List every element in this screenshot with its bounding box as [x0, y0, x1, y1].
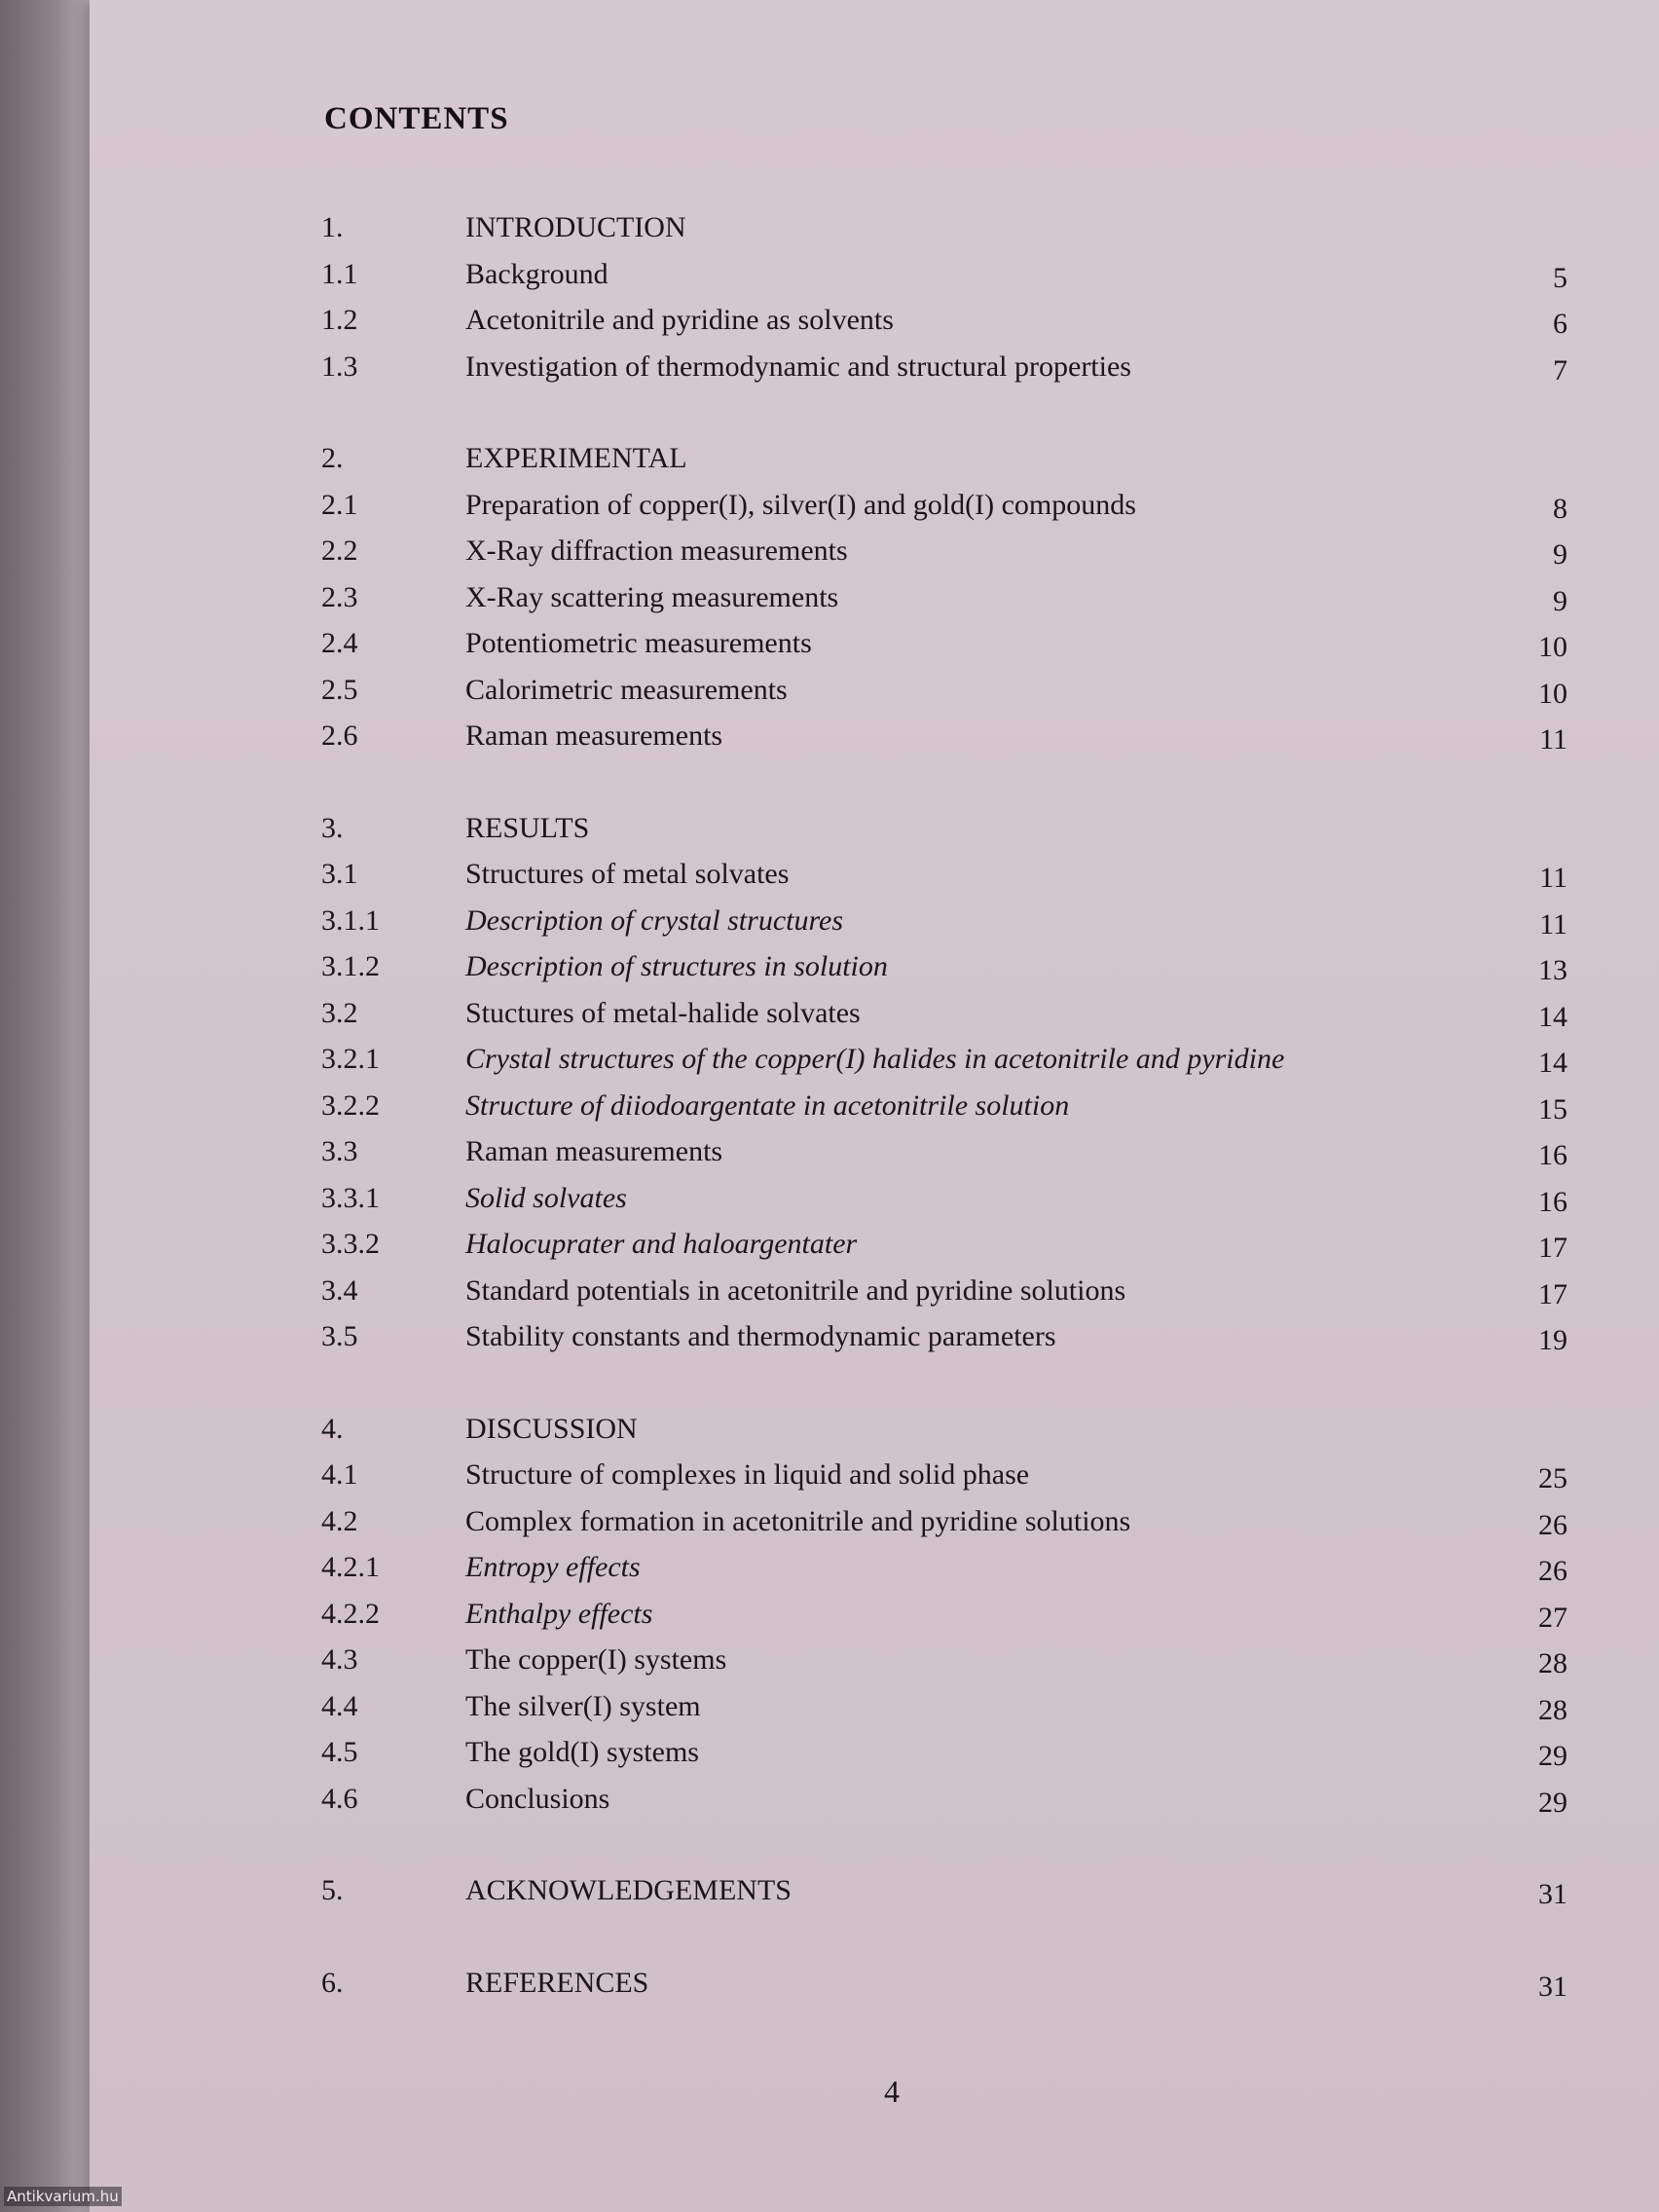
toc-entry — [321, 943, 1567, 990]
toc-entry-number: 3.2 — [321, 996, 358, 1029]
toc-entry-title: Enthalpy effects — [465, 1597, 653, 1630]
toc-entry — [321, 1498, 1567, 1545]
toc-entry-title: Raman measurements — [465, 1135, 723, 1167]
toc-entry-title: Structures of metal solvates — [465, 858, 790, 890]
toc-entry-page: 19 — [1538, 1324, 1567, 1356]
toc-entry — [321, 620, 1567, 667]
toc-entry-page: 15 — [1538, 1092, 1567, 1125]
toc-entry-title: X-Ray scattering measurements — [465, 580, 839, 613]
toc-section-heading — [321, 435, 1567, 482]
toc-section — [321, 1867, 1567, 1914]
section-gap — [321, 1360, 1567, 1406]
toc-entry — [321, 1683, 1567, 1730]
toc-entry-title: Investigation of thermodynamic and structural properties — [465, 350, 1131, 383]
toc-entry-number: 4.2.2 — [321, 1597, 380, 1630]
toc-entry-number: 1.1 — [321, 257, 358, 290]
toc-entry-number: 2.4 — [321, 627, 358, 659]
toc-entry — [321, 482, 1567, 529]
toc-entry-number: 3.2.1 — [321, 1043, 380, 1075]
toc-entry-page: 26 — [1538, 1508, 1567, 1541]
toc-entry — [321, 898, 1567, 944]
toc-entry-title: Description of structures in solution — [465, 950, 888, 982]
toc-entry-page: 26 — [1538, 1555, 1567, 1587]
toc-entry — [321, 990, 1567, 1037]
toc-entry-page: 11 — [1539, 907, 1567, 940]
toc-entry-title: Crystal structures of the copper(I) halides in acetonitrile and pyridine — [465, 1043, 1285, 1075]
toc-entry-number: 3.1.1 — [321, 903, 380, 937]
toc-entry-title: ACKNOWLEDGEMENTS — [465, 1874, 792, 1906]
toc-entry-number: 3.5 — [321, 1320, 358, 1352]
toc-section — [321, 1406, 1567, 1823]
toc-entry-number: 3.1 — [321, 858, 358, 890]
toc-entry-title: Complex formation in acetonitrile and pyridine solutions — [465, 1504, 1131, 1537]
toc-entry-number: 3.3.2 — [321, 1228, 380, 1260]
section-gap — [321, 389, 1567, 435]
toc-entry-page: 28 — [1538, 1647, 1567, 1679]
section-gap — [321, 1914, 1567, 1960]
toc-entry-page: 14 — [1538, 1000, 1567, 1033]
book-spine — [0, 0, 97, 2212]
toc-entry-number: 2.1 — [321, 488, 358, 521]
toc-entry-number: 4.2.1 — [321, 1551, 380, 1583]
toc-entry-number: 3.3.1 — [321, 1181, 380, 1214]
toc-entry-page: 9 — [1553, 538, 1567, 571]
toc-section-heading — [321, 204, 1567, 251]
toc-entry-number: 2.5 — [321, 673, 358, 706]
toc-entry-number: 2.6 — [321, 719, 358, 752]
toc-entry-number: 4.3 — [321, 1643, 358, 1676]
toc-entry-page: 29 — [1538, 1786, 1567, 1819]
toc-entry-number: 5. — [321, 1874, 344, 1906]
toc-entry-page: 17 — [1538, 1232, 1567, 1264]
toc-entry-number: 3.1.2 — [321, 950, 380, 982]
toc-entry — [321, 344, 1567, 390]
toc-entry-title: Entropy effects — [465, 1551, 641, 1583]
toc-entry-page: 31 — [1538, 1970, 1567, 2003]
toc-entry-title: Preparation of copper(I), silver(I) and gold(I) compounds — [465, 488, 1136, 521]
toc-entry — [321, 574, 1567, 621]
toc-section — [321, 805, 1567, 1360]
toc-entry — [321, 851, 1567, 898]
toc-entry-number: 6. — [321, 1966, 344, 1999]
toc-entry-page: 10 — [1538, 677, 1567, 710]
toc-entry — [321, 1175, 1567, 1222]
toc-entry-number: 1.3 — [321, 350, 358, 383]
toc-entry-title: The gold(I) systems — [465, 1736, 699, 1768]
toc-entry — [321, 1268, 1567, 1314]
table-of-contents — [321, 204, 1567, 2006]
toc-entry-page: 11 — [1539, 723, 1567, 756]
toc-entry-number: 3.4 — [321, 1273, 358, 1307]
toc-entry-title: INTRODUCTION — [465, 211, 686, 243]
toc-entry — [321, 1729, 1567, 1776]
toc-section-heading — [321, 1960, 1567, 2007]
toc-entry-page: 9 — [1553, 584, 1567, 617]
page-number: 4 — [884, 2074, 900, 2109]
watermark-logo: Antikvarium.hu — [4, 2187, 122, 2206]
toc-entry-page: 16 — [1538, 1185, 1567, 1218]
toc-entry-title: DISCUSSION — [465, 1412, 638, 1445]
toc-section-heading — [321, 805, 1567, 852]
toc-entry-page: 28 — [1538, 1693, 1567, 1726]
toc-entry-number: 4.6 — [321, 1782, 358, 1815]
toc-entry — [321, 1544, 1567, 1591]
toc-entry-title: REFERENCES — [465, 1966, 649, 1999]
toc-entry — [321, 251, 1567, 298]
toc-entry-number: 2.3 — [321, 580, 358, 613]
toc-entry — [321, 297, 1567, 344]
toc-entry-page: 11 — [1539, 862, 1567, 894]
toc-entry-number: 2.2 — [321, 535, 358, 567]
toc-entry-page: 27 — [1538, 1601, 1567, 1634]
toc-entry-title: Standard potentials in acetonitrile and pyridine solutions — [465, 1273, 1126, 1307]
toc-entry-title: Solid solvates — [465, 1181, 627, 1214]
toc-entry-number: 3. — [321, 811, 344, 844]
toc-entry-number: 2. — [321, 442, 344, 474]
toc-entry-page: 6 — [1553, 308, 1567, 340]
toc-entry-title: Potentiometric measurements — [465, 627, 812, 659]
section-gap — [321, 759, 1567, 805]
contents-heading: CONTENTS — [324, 101, 509, 136]
section-gap — [321, 1822, 1567, 1867]
toc-entry-page: 5 — [1553, 261, 1567, 294]
toc-entry-number: 1.2 — [321, 304, 358, 336]
toc-entry-number: 4.5 — [321, 1736, 358, 1768]
toc-entry-number: 3.2.2 — [321, 1088, 380, 1122]
toc-entry — [321, 667, 1567, 714]
toc-entry-title: Stability constants and thermodynamic parameters — [465, 1320, 1056, 1352]
toc-entry-title: Stuctures of metal-halide solvates — [465, 996, 861, 1029]
toc-entry-title: Conclusions — [465, 1782, 610, 1815]
toc-entry — [321, 1776, 1567, 1823]
toc-entry-page: 14 — [1538, 1047, 1567, 1079]
toc-entry — [321, 1128, 1567, 1175]
toc-entry-title: Acetonitrile and pyridine as solvents — [465, 304, 894, 336]
toc-entry — [321, 1452, 1567, 1498]
toc-entry-number: 4. — [321, 1412, 344, 1445]
toc-entry-page: 17 — [1538, 1277, 1567, 1310]
toc-entry — [321, 1083, 1567, 1129]
toc-entry — [321, 1221, 1567, 1268]
toc-entry-title: Halocuprater and haloargentater — [465, 1228, 858, 1260]
toc-section — [321, 435, 1567, 759]
toc-entry-number: 4.2 — [321, 1504, 358, 1537]
toc-entry-number: 4.1 — [321, 1458, 358, 1491]
toc-entry-page: 13 — [1538, 954, 1567, 986]
toc-entry-title: Structure of diiodoargentate in acetonitrile solution — [465, 1088, 1070, 1122]
toc-entry-page: 29 — [1538, 1740, 1567, 1772]
toc-entry-page: 31 — [1538, 1878, 1567, 1910]
toc-section — [321, 1960, 1567, 2007]
toc-section — [321, 204, 1567, 389]
toc-entry — [321, 1313, 1567, 1360]
toc-entry-title: The silver(I) system — [465, 1689, 701, 1722]
toc-entry-title: EXPERIMENTAL — [465, 442, 687, 474]
toc-entry-title: X-Ray diffraction measurements — [465, 535, 848, 567]
toc-entry — [321, 1036, 1567, 1083]
toc-entry-title: Calorimetric measurements — [465, 673, 788, 706]
toc-section-heading — [321, 1867, 1567, 1914]
toc-entry-page: 7 — [1553, 353, 1567, 387]
toc-section-heading — [321, 1406, 1567, 1453]
toc-entry-title: RESULTS — [465, 811, 590, 844]
toc-entry-title: Raman measurements — [465, 719, 723, 752]
toc-entry-page: 16 — [1538, 1139, 1567, 1171]
toc-entry — [321, 713, 1567, 759]
toc-entry-number: 1. — [321, 211, 344, 243]
toc-entry-title: Background — [465, 257, 608, 290]
toc-entry-title: Description of crystal structures — [465, 903, 844, 937]
toc-entry-number: 4.4 — [321, 1689, 358, 1722]
toc-entry-page: 10 — [1538, 631, 1567, 663]
toc-entry — [321, 1591, 1567, 1638]
toc-entry-page: 25 — [1538, 1462, 1567, 1494]
toc-entry — [321, 528, 1567, 574]
toc-entry-number: 3.3 — [321, 1135, 358, 1167]
toc-entry — [321, 1637, 1567, 1683]
toc-entry-page: 8 — [1553, 492, 1567, 525]
toc-entry-title: The copper(I) systems — [465, 1643, 727, 1676]
toc-entry-title: Structure of complexes in liquid and solid phase — [465, 1458, 1030, 1491]
